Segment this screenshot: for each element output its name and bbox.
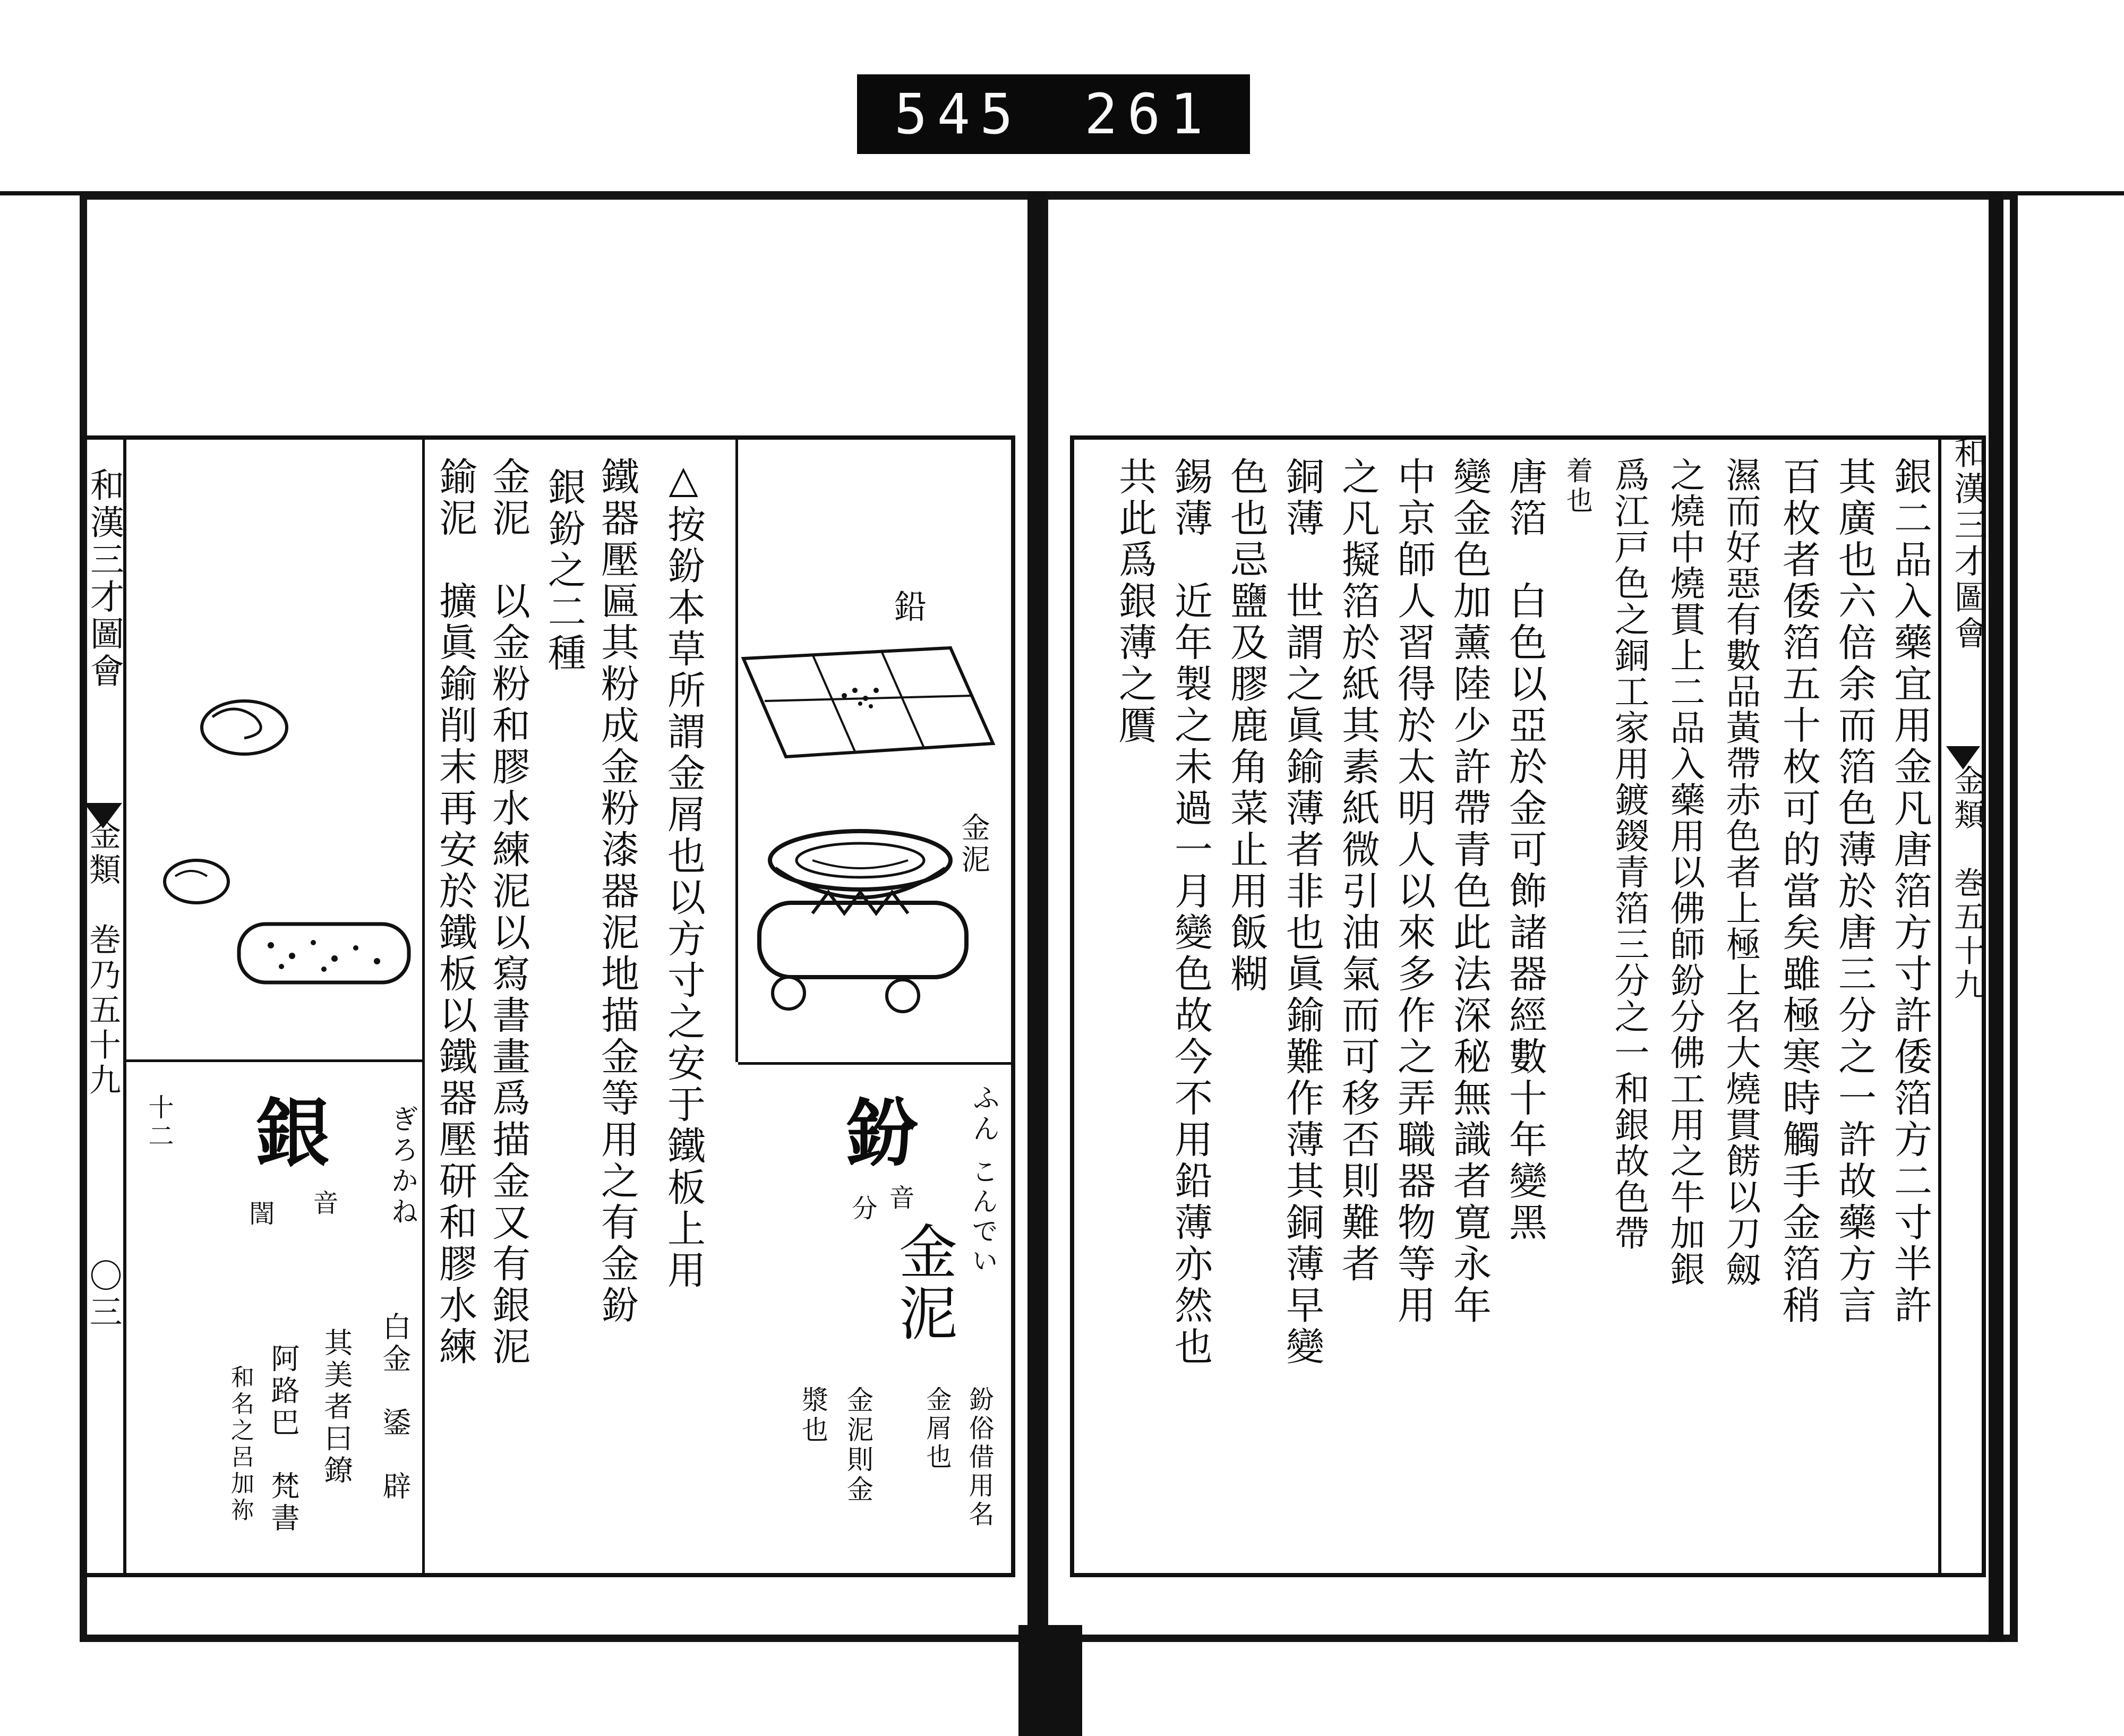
left-margin-sub: 金類 巻乃五十九 — [84, 818, 121, 1098]
brazier-foot-left — [773, 977, 804, 1009]
label-left-number: 545 — [894, 82, 1023, 147]
leaf-sheet — [743, 648, 993, 757]
page-stack-edge — [1989, 192, 2003, 1642]
right-margin-divider — [1938, 435, 1941, 1577]
right-body-col-3: 百枚者倭箔五十枚可的當矣雖極寒時觸手金箔稍 — [1776, 457, 1821, 1327]
left-margin-title: 和漢三才圖會 — [84, 467, 124, 690]
brazier-foot-right — [887, 980, 919, 1012]
nugget-1 — [202, 701, 287, 754]
silver-nuggets-illustration — [149, 680, 414, 998]
right-body-col-2: 其廣也六倍余而箔色薄於唐三分之一許故藥方言 — [1832, 457, 1877, 1327]
nugget-slab — [239, 924, 409, 982]
right-body-col-9: 變金色加薰陸少許帶青色此法深秘無識者寛永年 — [1447, 457, 1492, 1327]
left-body-col-5: 鍮泥 擴眞鍮削末再安於鐵板以鐵器壓研和膠水練 — [433, 457, 477, 1368]
illus-bottom-rule — [126, 1059, 422, 1062]
left-body-col-4: 金泥 以金粉和膠水練泥以寫書畫爲描金又有銀泥 — [486, 457, 530, 1368]
illus-heading-lead: 鉛 — [888, 589, 927, 626]
left-body-col-2: 鐵器壓匾其粉成金粉漆器泥地描金等用之有金鈖 — [595, 457, 639, 1327]
entry-gin-char: 銀 — [243, 1094, 330, 1171]
right-body-col-15: 共此爲銀薄之贋 — [1112, 457, 1157, 747]
right-body-col-11: 之凡擬箔於紙其素紙微引油氣而可移否則難者 — [1335, 457, 1380, 1285]
gutter — [1027, 192, 1047, 1647]
entry-fun-kana2: こんでい — [967, 1158, 998, 1277]
entry-gin-corner: 十二 — [144, 1094, 174, 1151]
right-body-col-14: 錫薄 近年製之未過一月變色故今不用鉛薄亦然也 — [1168, 457, 1213, 1368]
specimen-label — [857, 74, 1250, 154]
illus-caption-kindei: 金泥 — [957, 813, 990, 876]
entry-fun-compound: 金泥 — [889, 1221, 957, 1345]
illus-bottom-rule-2 — [738, 1062, 1015, 1065]
entry-gin-kana: ぎろかね — [386, 1105, 418, 1228]
right-body-col-8: 唐箔 白色以亞於金可飾諸器經數十年變黑 — [1503, 457, 1547, 1244]
right-body-col-4: 濕而好惡有數品黃帶赤色者上極上名大燒貫餝以刀劔 — [1720, 457, 1761, 1287]
entry-gin-note1: 白金 鋈 辟 — [378, 1312, 412, 1503]
right-body-col-5: 之燒中燒貫上二品入藥用以佛師鈖分佛工用之牛加銀 — [1664, 457, 1705, 1287]
entry-fun-note3: 金泥則金 — [843, 1386, 873, 1505]
left-margin-page: 〇三 — [84, 1259, 123, 1331]
label-right-number: 261 — [1084, 82, 1213, 147]
entry-fun-note4: 漿也 — [798, 1386, 828, 1446]
brazier-body — [759, 903, 966, 977]
left-body-col-1: △按鈖本草所謂金屑也以方寸之安于鐵板上用 — [661, 457, 706, 1292]
nugget-2 — [165, 860, 228, 903]
right-margin-arrow — [1946, 746, 1980, 769]
right-body-col-10: 中京師人習得於太明人以來多作之弄職器物等用 — [1391, 457, 1436, 1327]
entry-fun-kana: ふん — [967, 1083, 999, 1145]
left-body-col-3: 銀鈖之二種 — [542, 467, 586, 674]
page-stack-edge-2 — [2010, 199, 2016, 1636]
entry-fun-reading: 分 — [847, 1195, 877, 1224]
entry-fun-on: 音 — [885, 1184, 914, 1213]
entry-gin-note2: 其美者曰鐐 — [320, 1328, 353, 1487]
entry-fun-note2: 金屑也 — [922, 1386, 952, 1472]
entry-gin-on: 音 — [309, 1190, 338, 1218]
right-body-col-12: 銅薄 世謂之眞鍮薄者非也眞鍮難作薄其銅薄早變 — [1280, 457, 1324, 1368]
gutter-bottom-block — [1018, 1625, 1082, 1736]
entry-fun-char: 鈖 — [833, 1094, 920, 1171]
right-body-col-7: 着也 — [1562, 457, 1593, 516]
entry-gin-reading: 誾 — [245, 1200, 275, 1229]
entry-gin-note4: 和名之呂加祢 — [227, 1365, 254, 1524]
right-margin-title: 和漢三才圖會 — [1949, 435, 1988, 652]
entry-fun-note1: 鈖俗借用名 — [964, 1386, 994, 1529]
gold-leaf-sheet-illustration — [738, 637, 1004, 770]
entry-gin-note3: 阿路巴 梵書 — [267, 1344, 300, 1535]
right-body-col-13: 色也忌鹽及膠鹿角菜止用飯糊 — [1224, 457, 1269, 995]
right-margin-sub: 金類 巻五十九 — [1949, 765, 1985, 1003]
right-body-col-1: 銀二品入藥宜用金凡唐箔方寸許倭箔方二寸半許 — [1888, 457, 1932, 1327]
right-body-col-6: 爲江戸色之銅工家用鍍鍐青箔三分之一和銀故色帶 — [1608, 457, 1649, 1251]
left-mid-divider — [422, 435, 425, 1577]
left-margin-arrow — [84, 803, 122, 828]
